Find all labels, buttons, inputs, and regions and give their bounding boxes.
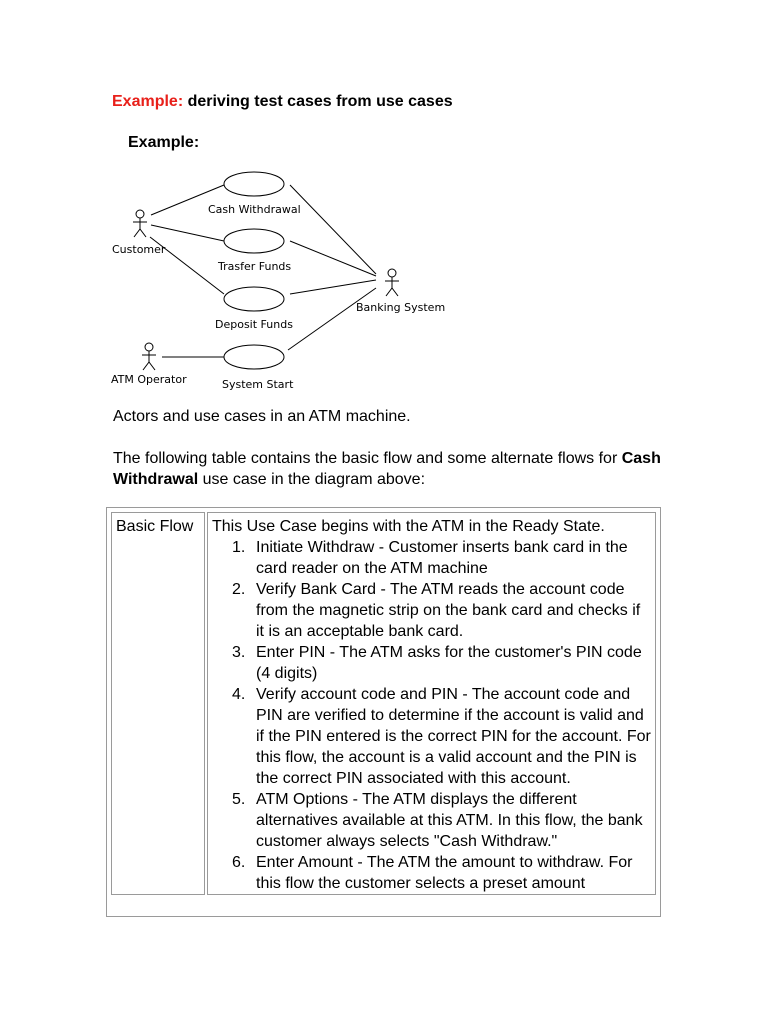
use-case-system-start [224, 345, 284, 369]
assoc-transfer-banking [290, 241, 376, 276]
assoc-cash-banking [290, 185, 376, 274]
label-cash-withdrawal: Cash Withdrawal [208, 203, 301, 216]
step-text: Enter PIN - The ATM asks for the customer's PIN code (4 digits) [256, 644, 642, 682]
list-item [232, 537, 651, 579]
step-number: 2. [232, 581, 246, 598]
flow-name-cell: Basic Flow [111, 512, 205, 895]
list-item [232, 684, 651, 789]
step-text: Verify account code and PIN - The account code and PIN are verified to determine if the account is valid and if the PIN entered is the correct PIN for the account. For this flow, the account is a valid account and the PIN is the correct PIN associated with this account. [256, 686, 651, 787]
step-text: ATM Options - The ATM displays the different alternatives available at this ATM. In this flow, the bank customer always selects "Cash Withdraw." [256, 791, 643, 850]
label-transfer-funds: Trasfer Funds [218, 260, 292, 273]
flow-steps [212, 537, 651, 894]
intro-bold: Cash Withdrawal [113, 450, 661, 488]
label-customer: Customer [112, 243, 166, 256]
assoc-system-banking [288, 288, 376, 350]
step-number: 1. [232, 539, 246, 556]
list-item [232, 852, 651, 894]
step-number: 5. [232, 791, 246, 808]
diagram-caption: Actors and use cases in an ATM machine. [113, 408, 411, 425]
flows-table-frame [106, 507, 661, 917]
step-number: 3. [232, 644, 246, 661]
label-banking-system: Banking System [356, 301, 446, 314]
step-number: 6. [232, 854, 246, 871]
flow-description-cell [207, 512, 656, 895]
banking-system-actor-icon [385, 269, 399, 296]
label-atm-operator: ATM Operator [111, 373, 187, 386]
example-subheading: Example: [128, 134, 200, 151]
step-number: 4. [232, 686, 246, 703]
label-system-start: System Start [222, 378, 294, 391]
table-intro [113, 448, 673, 490]
use-case-diagram [100, 160, 460, 396]
assoc-deposit-banking [290, 280, 376, 294]
page-heading [112, 93, 453, 111]
assoc-customer-transfer [151, 225, 224, 241]
list-item [232, 789, 651, 852]
atm-operator-actor-icon [142, 343, 156, 370]
step-text: Enter Amount - The ATM the amount to withdraw. For this flow the customer selects a preset amount [256, 854, 633, 892]
label-deposit-funds: Deposit Funds [215, 318, 293, 331]
use-case-deposit-funds [224, 287, 284, 311]
flows-table [109, 510, 658, 897]
heading-accent: Example: [112, 93, 184, 110]
heading-text: deriving test cases from use cases [183, 93, 453, 110]
flow-intro: This Use Case begins with the ATM in the Ready State. [212, 518, 605, 535]
step-text: Initiate Withdraw - Customer inserts bank card in the card reader on the ATM machine [256, 539, 628, 577]
intro-before: The following table contains the basic flow and some alternate flows for [113, 450, 622, 467]
step-text: Verify Bank Card - The ATM reads the account code from the magnetic strip on the bank card and checks if it is an acceptable bank card. [256, 581, 641, 640]
customer-actor-icon [133, 210, 147, 237]
list-item [232, 579, 651, 642]
list-item [232, 642, 651, 684]
table-row [111, 512, 656, 895]
intro-after: use case in the diagram above: [198, 471, 426, 488]
use-case-cash-withdrawal [224, 172, 284, 196]
use-case-transfer-funds [224, 229, 284, 253]
